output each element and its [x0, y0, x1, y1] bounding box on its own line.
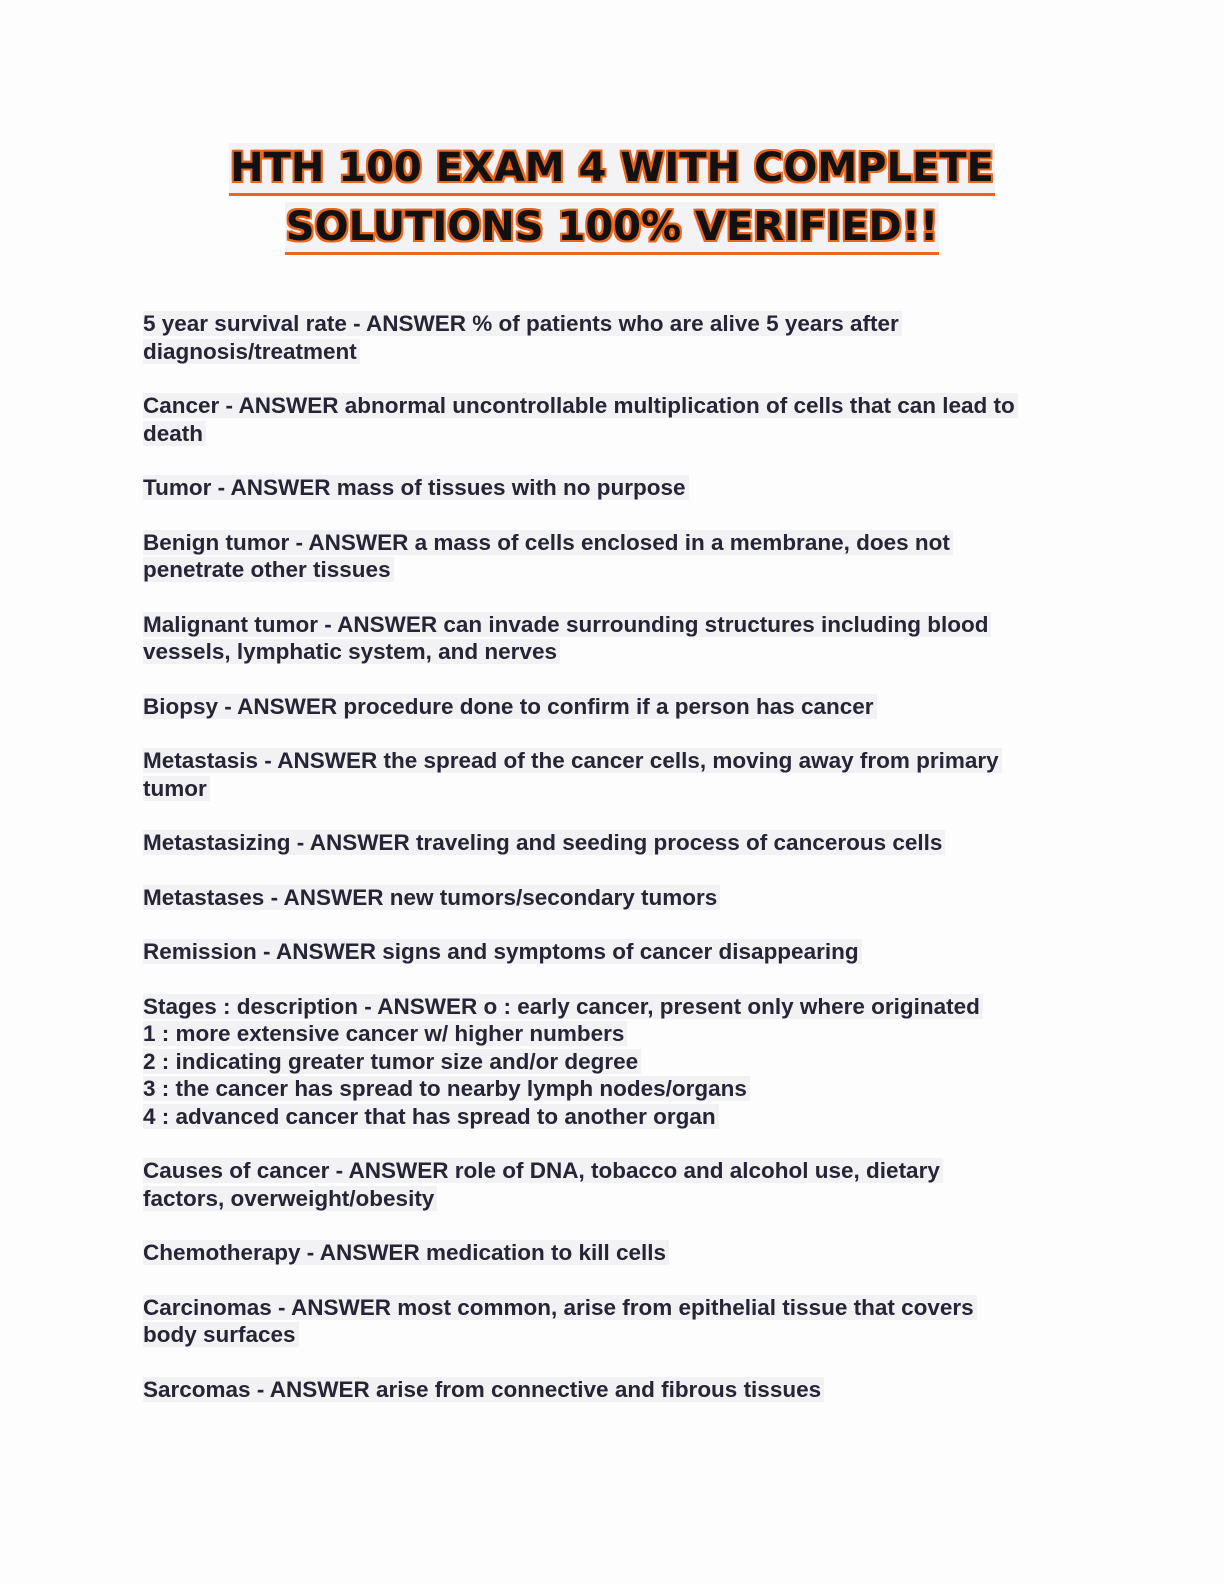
qa-text: Metastasizing - ANSWER traveling and seeding process of cancerous cells [143, 830, 945, 855]
qa-entry-benign-tumor [143, 529, 1083, 584]
qa-entry-cancer [143, 392, 1083, 447]
qa-text: 4 : advanced cancer that has spread to another organ [143, 1104, 719, 1129]
qa-text: Malignant tumor - ANSWER can invade surrounding structures including blood [143, 612, 991, 637]
qa-entry-remission [143, 938, 1083, 966]
qa-text: death [143, 421, 206, 446]
title-line-2: SOLUTIONS 100% VERIFIED!! [285, 202, 939, 255]
qa-text: Chemotherapy - ANSWER medication to kill cells [143, 1240, 669, 1265]
qa-text: Biopsy - ANSWER procedure done to confirm if a person has cancer [143, 694, 877, 719]
qa-text: Metastases - ANSWER new tumors/secondary tumors [143, 885, 720, 910]
qa-entry-stages [143, 993, 1083, 1131]
qa-text: factors, overweight/obesity [143, 1186, 437, 1211]
qa-text: Stages : description - ANSWER o : early cancer, present only where originated [143, 994, 983, 1019]
qa-text: Remission - ANSWER signs and symptoms of cancer disappearing [143, 939, 862, 964]
qa-text: Benign tumor - ANSWER a mass of cells enclosed in a membrane, does not [143, 530, 953, 555]
qa-entry-metastases [143, 884, 1083, 912]
qa-entry-metastasizing [143, 829, 1083, 857]
qa-text: Carcinomas - ANSWER most common, arise from epithelial tissue that covers [143, 1295, 977, 1320]
qa-entry-causes [143, 1157, 1083, 1212]
qa-text: 3 : the cancer has spread to nearby lymph nodes/organs [143, 1076, 750, 1101]
qa-text: Metastasis - ANSWER the spread of the cancer cells, moving away from primary [143, 748, 1002, 773]
qa-text: 5 year survival rate - ANSWER % of patients who are alive 5 years after [143, 311, 902, 336]
document-title [0, 143, 1224, 261]
qa-text: Sarcomas - ANSWER arise from connective and fibrous tissues [143, 1377, 824, 1402]
qa-text: body surfaces [143, 1322, 299, 1347]
qa-entry-biopsy [143, 693, 1083, 721]
qa-text: Causes of cancer - ANSWER role of DNA, tobacco and alcohol use, dietary [143, 1158, 943, 1183]
qa-list [143, 310, 1083, 1430]
qa-text: 1 : more extensive cancer w/ higher numbers [143, 1021, 627, 1046]
qa-entry-sarcomas [143, 1376, 1083, 1404]
qa-text: Tumor - ANSWER mass of tissues with no purpose [143, 475, 689, 500]
qa-entry-survival-rate [143, 310, 1083, 365]
qa-entry-chemotherapy [143, 1239, 1083, 1267]
qa-text: tumor [143, 776, 210, 801]
qa-text: penetrate other tissues [143, 557, 394, 582]
qa-entry-carcinomas [143, 1294, 1083, 1349]
qa-entry-tumor [143, 474, 1083, 502]
qa-text: diagnosis/treatment [143, 339, 360, 364]
qa-entry-malignant-tumor [143, 611, 1083, 666]
qa-text: vessels, lymphatic system, and nerves [143, 639, 560, 664]
qa-text: 2 : indicating greater tumor size and/or degree [143, 1049, 641, 1074]
qa-text: Cancer - ANSWER abnormal uncontrollable multiplication of cells that can lead to [143, 393, 1018, 418]
qa-entry-metastasis [143, 747, 1083, 802]
title-line-1: HTH 100 EXAM 4 WITH COMPLETE [229, 143, 995, 196]
